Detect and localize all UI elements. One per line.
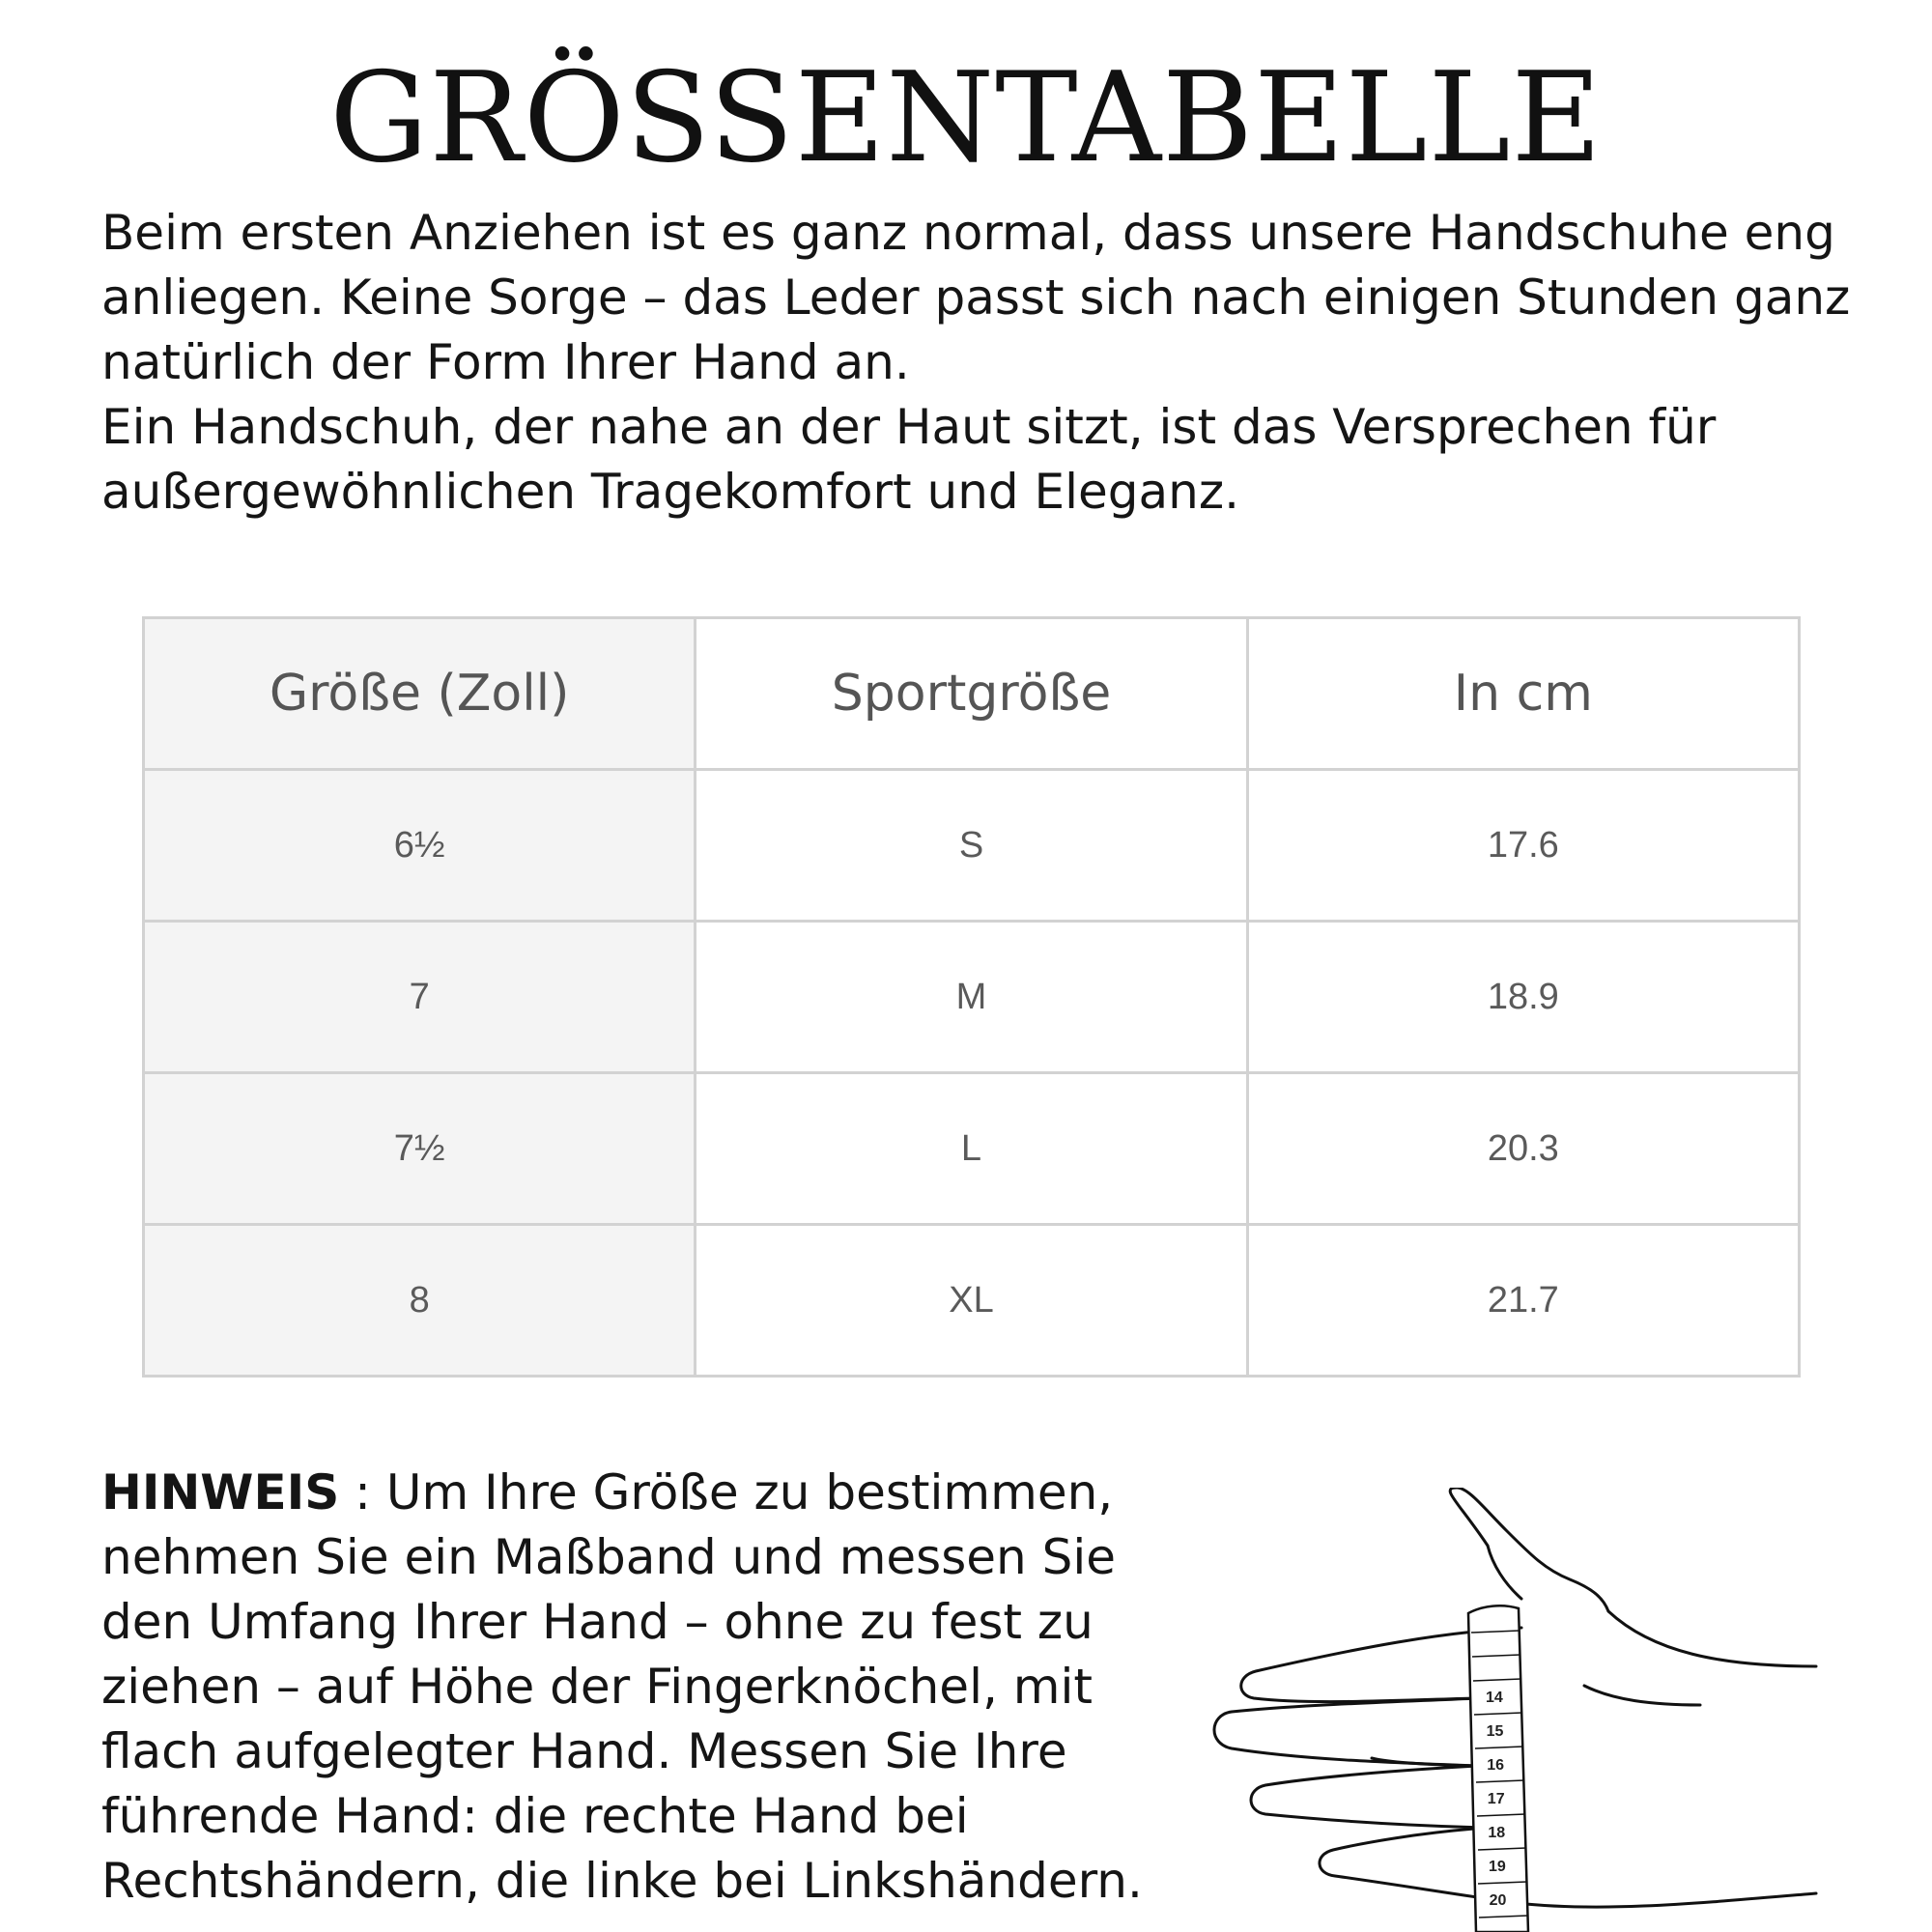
cell-cm: 18.9 xyxy=(1247,922,1799,1073)
tape-mark-label: 14 xyxy=(1486,1690,1503,1706)
note-separator: : xyxy=(339,1464,386,1520)
intro-text xyxy=(101,201,1860,525)
tape-mark-label: 16 xyxy=(1487,1757,1504,1774)
cell-cm: 20.3 xyxy=(1247,1073,1799,1225)
cell-sport-size: XL xyxy=(696,1225,1247,1377)
note-body: Um Ihre Größe zu bestimmen, nehmen Sie ein Maßband und messen Sie den Umfang Ihrer Hand – ohne zu fest zu ziehen – auf Höhe der Fingerknöchel, mit flach aufgelegter Hand. Messen Sie Ihre führende Hand: die rechte Hand bei Rechtshändern, die linke bei Linkshändern. xyxy=(101,1464,1143,1909)
cell-cm: 21.7 xyxy=(1247,1225,1799,1377)
table-row xyxy=(144,1225,1800,1377)
cell-sport-size: M xyxy=(696,922,1247,1073)
cell-size-inch: 7½ xyxy=(144,1073,696,1225)
intro-paragraph-2: Ein Handschuh, der nahe an der Haut sitzt, ist das Versprechen für außergewöhnlichen Tragekomfort und Eleganz. xyxy=(101,399,1717,520)
table-row xyxy=(144,770,1800,922)
table-row xyxy=(144,1073,1800,1225)
cell-cm: 17.6 xyxy=(1247,770,1799,922)
tape-mark-label: 17 xyxy=(1487,1791,1505,1807)
note-text xyxy=(101,1461,1164,1914)
header-size-inch: Größe (Zoll) xyxy=(144,618,696,770)
size-table xyxy=(142,616,1801,1378)
table-header-row xyxy=(144,618,1800,770)
cell-sport-size: S xyxy=(696,770,1247,922)
tape-mark-label: 19 xyxy=(1489,1859,1506,1875)
cell-size-inch: 6½ xyxy=(144,770,696,922)
cell-size-inch: 7 xyxy=(144,922,696,1073)
tape-mark-label: 18 xyxy=(1488,1825,1506,1841)
cell-size-inch: 8 xyxy=(144,1225,696,1377)
cell-sport-size: L xyxy=(696,1073,1247,1225)
header-cm: In cm xyxy=(1247,618,1799,770)
note-label: HINWEIS xyxy=(101,1464,340,1520)
page-title: GRÖSSENTABELLE xyxy=(329,46,1603,190)
hand-measuring-tape-icon xyxy=(1198,1488,1835,1932)
header-sport-size: Sportgröße xyxy=(696,618,1247,770)
table-row xyxy=(144,922,1800,1073)
tape-mark-label: 20 xyxy=(1489,1892,1507,1909)
tape-mark-label: 15 xyxy=(1486,1723,1504,1740)
intro-paragraph-1: Beim ersten Anziehen ist es ganz normal, dass unsere Handschuhe eng anliegen. Keine Sorge – das Leder passt sich nach einigen Stunden ganz natürlich der Form Ihrer Hand an. xyxy=(101,205,1851,390)
